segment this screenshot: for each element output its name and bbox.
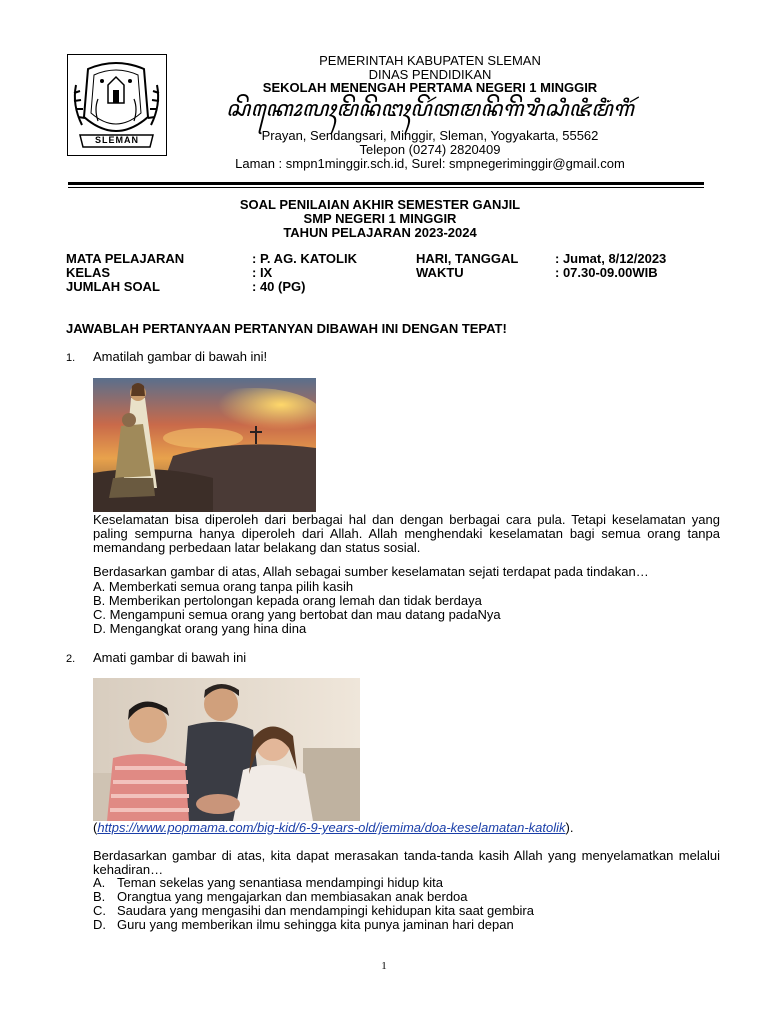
- image-source-link[interactable]: https://www.popmama.com/big-kid/6-9-years-old/jemima/doa-keselamatan-katolik: [97, 820, 566, 835]
- question-1-text: Berdasarkan gambar di atas, Allah sebagai sumber keselamatan sejati terdapat pada tindakan…: [93, 564, 649, 579]
- family-praying-image: [93, 678, 360, 821]
- exam-year: TAHUN PELAJARAN 2023-2024: [283, 225, 477, 240]
- question-1-option-a[interactable]: A. Memberkati semua orang tanpa pilih kasih: [93, 579, 354, 594]
- header-javanese-script: ꦱꦼꦏꦺꦴꦭꦃꦩꦼꦤꦼꦔꦃꦥꦼꦂꦠꦩꦤꦼꦒꦼꦫꦶꦱꦶꦗꦶꦩꦶꦁꦒꦶꦂ: [226, 97, 634, 122]
- header-school-name: SEKOLAH MENENGAH PERTAMA NEGERI 1 MINGGIR: [262, 80, 598, 95]
- time-value: : 07.30-09.00WIB: [555, 265, 658, 280]
- exam-school: SMP NEGERI 1 MINGGIR: [303, 211, 457, 226]
- question-2-option-b-letter: B.: [93, 889, 106, 904]
- image-source-line: [93, 821, 573, 835]
- question-2-option-c[interactable]: Saudara yang mengasihi dan mendampingi kehidupan kita saat gembira: [117, 903, 534, 918]
- link-close-paren: ).: [565, 820, 574, 835]
- header-department: DINAS PENDIDIKAN: [368, 67, 492, 82]
- instruction: JAWABLAH PERTANYAAN PERTANYAN DIBAWAH INI DENGAN TEPAT!: [66, 321, 507, 336]
- class-value: : IX: [252, 265, 273, 280]
- question-2-option-d-letter: D.: [93, 917, 106, 932]
- day-label: HARI, TANGGAL: [416, 251, 519, 266]
- header-divider-thick: [68, 182, 704, 185]
- question-1-option-b[interactable]: B. Memberikan pertolongan kepada orang lemah dan tidak berdaya: [93, 593, 482, 608]
- question-2-option-d[interactable]: Guru yang memberikan ilmu sehingga kita punya jaminan hari depan: [117, 917, 514, 932]
- day-value: : Jumat, 8/12/2023: [555, 251, 667, 266]
- jesus-helping-man-image: [93, 378, 316, 512]
- subject-value: : P. AG. KATOLIK: [252, 251, 357, 266]
- header-address: Prayan, Sendangsari, Minggir, Sleman, Yogyakarta, 55562: [261, 128, 599, 143]
- header-divider-thin: [68, 187, 704, 188]
- count-value: : 40 (PG): [252, 279, 306, 294]
- question-2-option-a[interactable]: Teman sekelas yang senantiasa mendampingi hidup kita: [117, 875, 443, 890]
- count-label: JUMLAH SOAL: [66, 279, 160, 294]
- header-phone: Telepon (0274) 2820409: [359, 142, 501, 157]
- question-2-option-a-letter: A.: [93, 875, 106, 890]
- class-label: KELAS: [66, 265, 111, 280]
- sleman-logo: [67, 54, 167, 156]
- question-1-option-d[interactable]: D. Mengangkat orang yang hina dina: [93, 621, 307, 636]
- header-government: PEMERINTAH KABUPATEN SLEMAN: [319, 53, 541, 68]
- subject-label: MATA PELAJARAN: [66, 251, 185, 266]
- question-1-number: 1.: [66, 352, 76, 364]
- question-1-option-c[interactable]: C. Mengampuni semua orang yang bertobat dan mau datang padaNya: [93, 607, 501, 622]
- question-2-text: Berdasarkan gambar di atas, kita dapat merasakan tanda-tanda kasih Allah yang menyelamatkan melalui kehadiran…: [93, 848, 720, 877]
- time-label: WAKTU: [416, 265, 464, 280]
- question-2-prompt: Amati gambar di bawah ini: [93, 650, 247, 665]
- header-web: Laman : smpn1minggir.sch.id, Surel: smpnegeriminggir@gmail.com: [235, 156, 625, 171]
- question-1-paragraph: Keselamatan bisa diperoleh dari berbagai hal dan dengan berbagai cara pula. Tetapi keselamatan yang paling sempurna hanya diperoleh dari Allah. Allah menghendaki keselamatan bagi semua orang tanpa memandang perbedaan latar belakang dan status sosial.: [93, 512, 720, 555]
- question-2-option-b[interactable]: Orangtua yang mengajarkan dan membiasakan anak berdoa: [117, 889, 468, 904]
- exam-title: SOAL PENILAIAN AKHIR SEMESTER GANJIL: [239, 197, 521, 212]
- question-2-option-c-letter: C.: [93, 903, 106, 918]
- link-open-paren: (: [93, 820, 98, 835]
- question-1-prompt: Amatilah gambar di bawah ini!: [93, 349, 268, 364]
- logo-caption: SLEMAN: [95, 135, 139, 145]
- page-number: 1: [381, 960, 387, 972]
- question-2-number: 2.: [66, 653, 76, 665]
